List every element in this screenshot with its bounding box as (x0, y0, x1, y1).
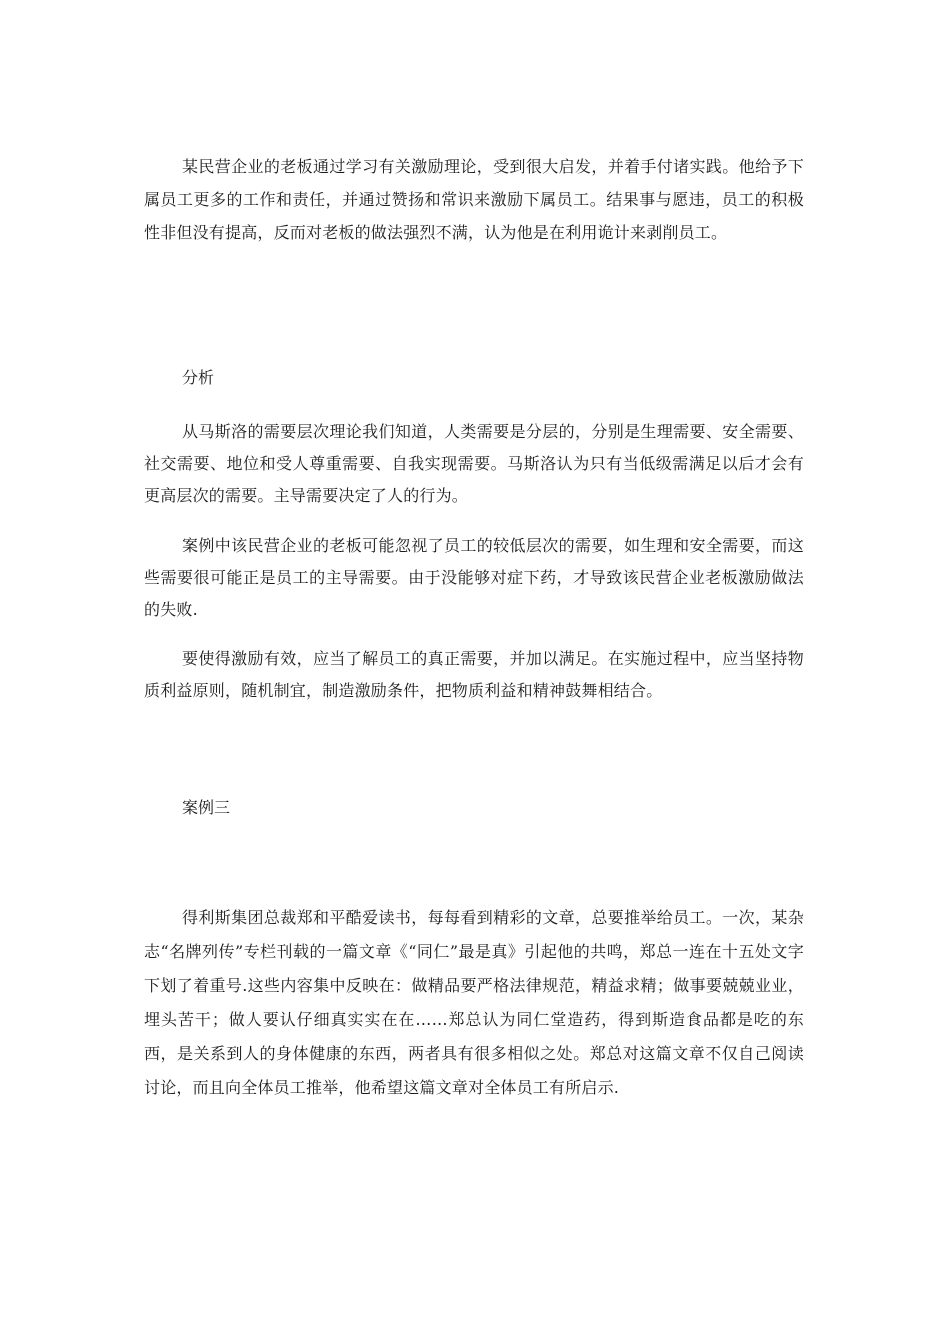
intro-paragraph: 某民营企业的老板通过学习有关激励理论，受到很大启发，并着手付诸实践。他给予下属员工更多的工作和责任，并通过赞扬和常识来激励下属员工。结果事与愿违，员工的积极性非但没有提高，反而对老板的做法强烈不满，认为他是在利用诡计来剥削员工。 (144, 157, 804, 242)
analysis-heading: 分析 (182, 368, 215, 387)
case3-heading: 案例三 (182, 798, 231, 817)
analysis-paragraph-3: 要使得激励有效，应当了解员工的真正需要，并加以满足。在实施过程中，应当坚持物质利益原则，随机制宜，制造激励条件，把物质利益和精神鼓舞相结合。 (144, 649, 804, 700)
analysis-paragraph-2: 案例中该民营企业的老板可能忽视了员工的较低层次的需要，如生理和安全需要，而这些需要很可能正是员工的主导需要。由于没能够对症下药，才导致该民营企业老板激励做法的失败. (144, 536, 804, 619)
case3-paragraph: 得利斯集团总裁郑和平酷爱读书，每每看到精彩的文章，总要推举给员工。一次，某杂志“名牌列传”专栏刊载的一篇文章《“同仁”最是真》引起他的共鸣，郑总一连在十五处文字下划了着重号.这些内容集中反映在：做精品要严格法律规范，精益求精；做事要兢兢业业，埋头苦干；做人要认仔细真实实在在……郑总认为同仁堂造药，得到斯造食品都是吃的东西，是关系到人的身体健康的东西，两者具有很多相似之处。郑总对这篇文章不仅自己阅读讨论，而且向全体员工推举，他希望这篇文章对全体员工有所启示. (144, 908, 804, 1097)
analysis-paragraph-1: 从马斯洛的需要层次理论我们知道，人类需要是分层的，分别是生理需要、安全需要、社交需要、地位和受人尊重需要、自我实现需要。马斯洛认为只有当低级需满足以后才会有更高层次的需要。主导需要决定了人的行为。 (144, 422, 804, 505)
